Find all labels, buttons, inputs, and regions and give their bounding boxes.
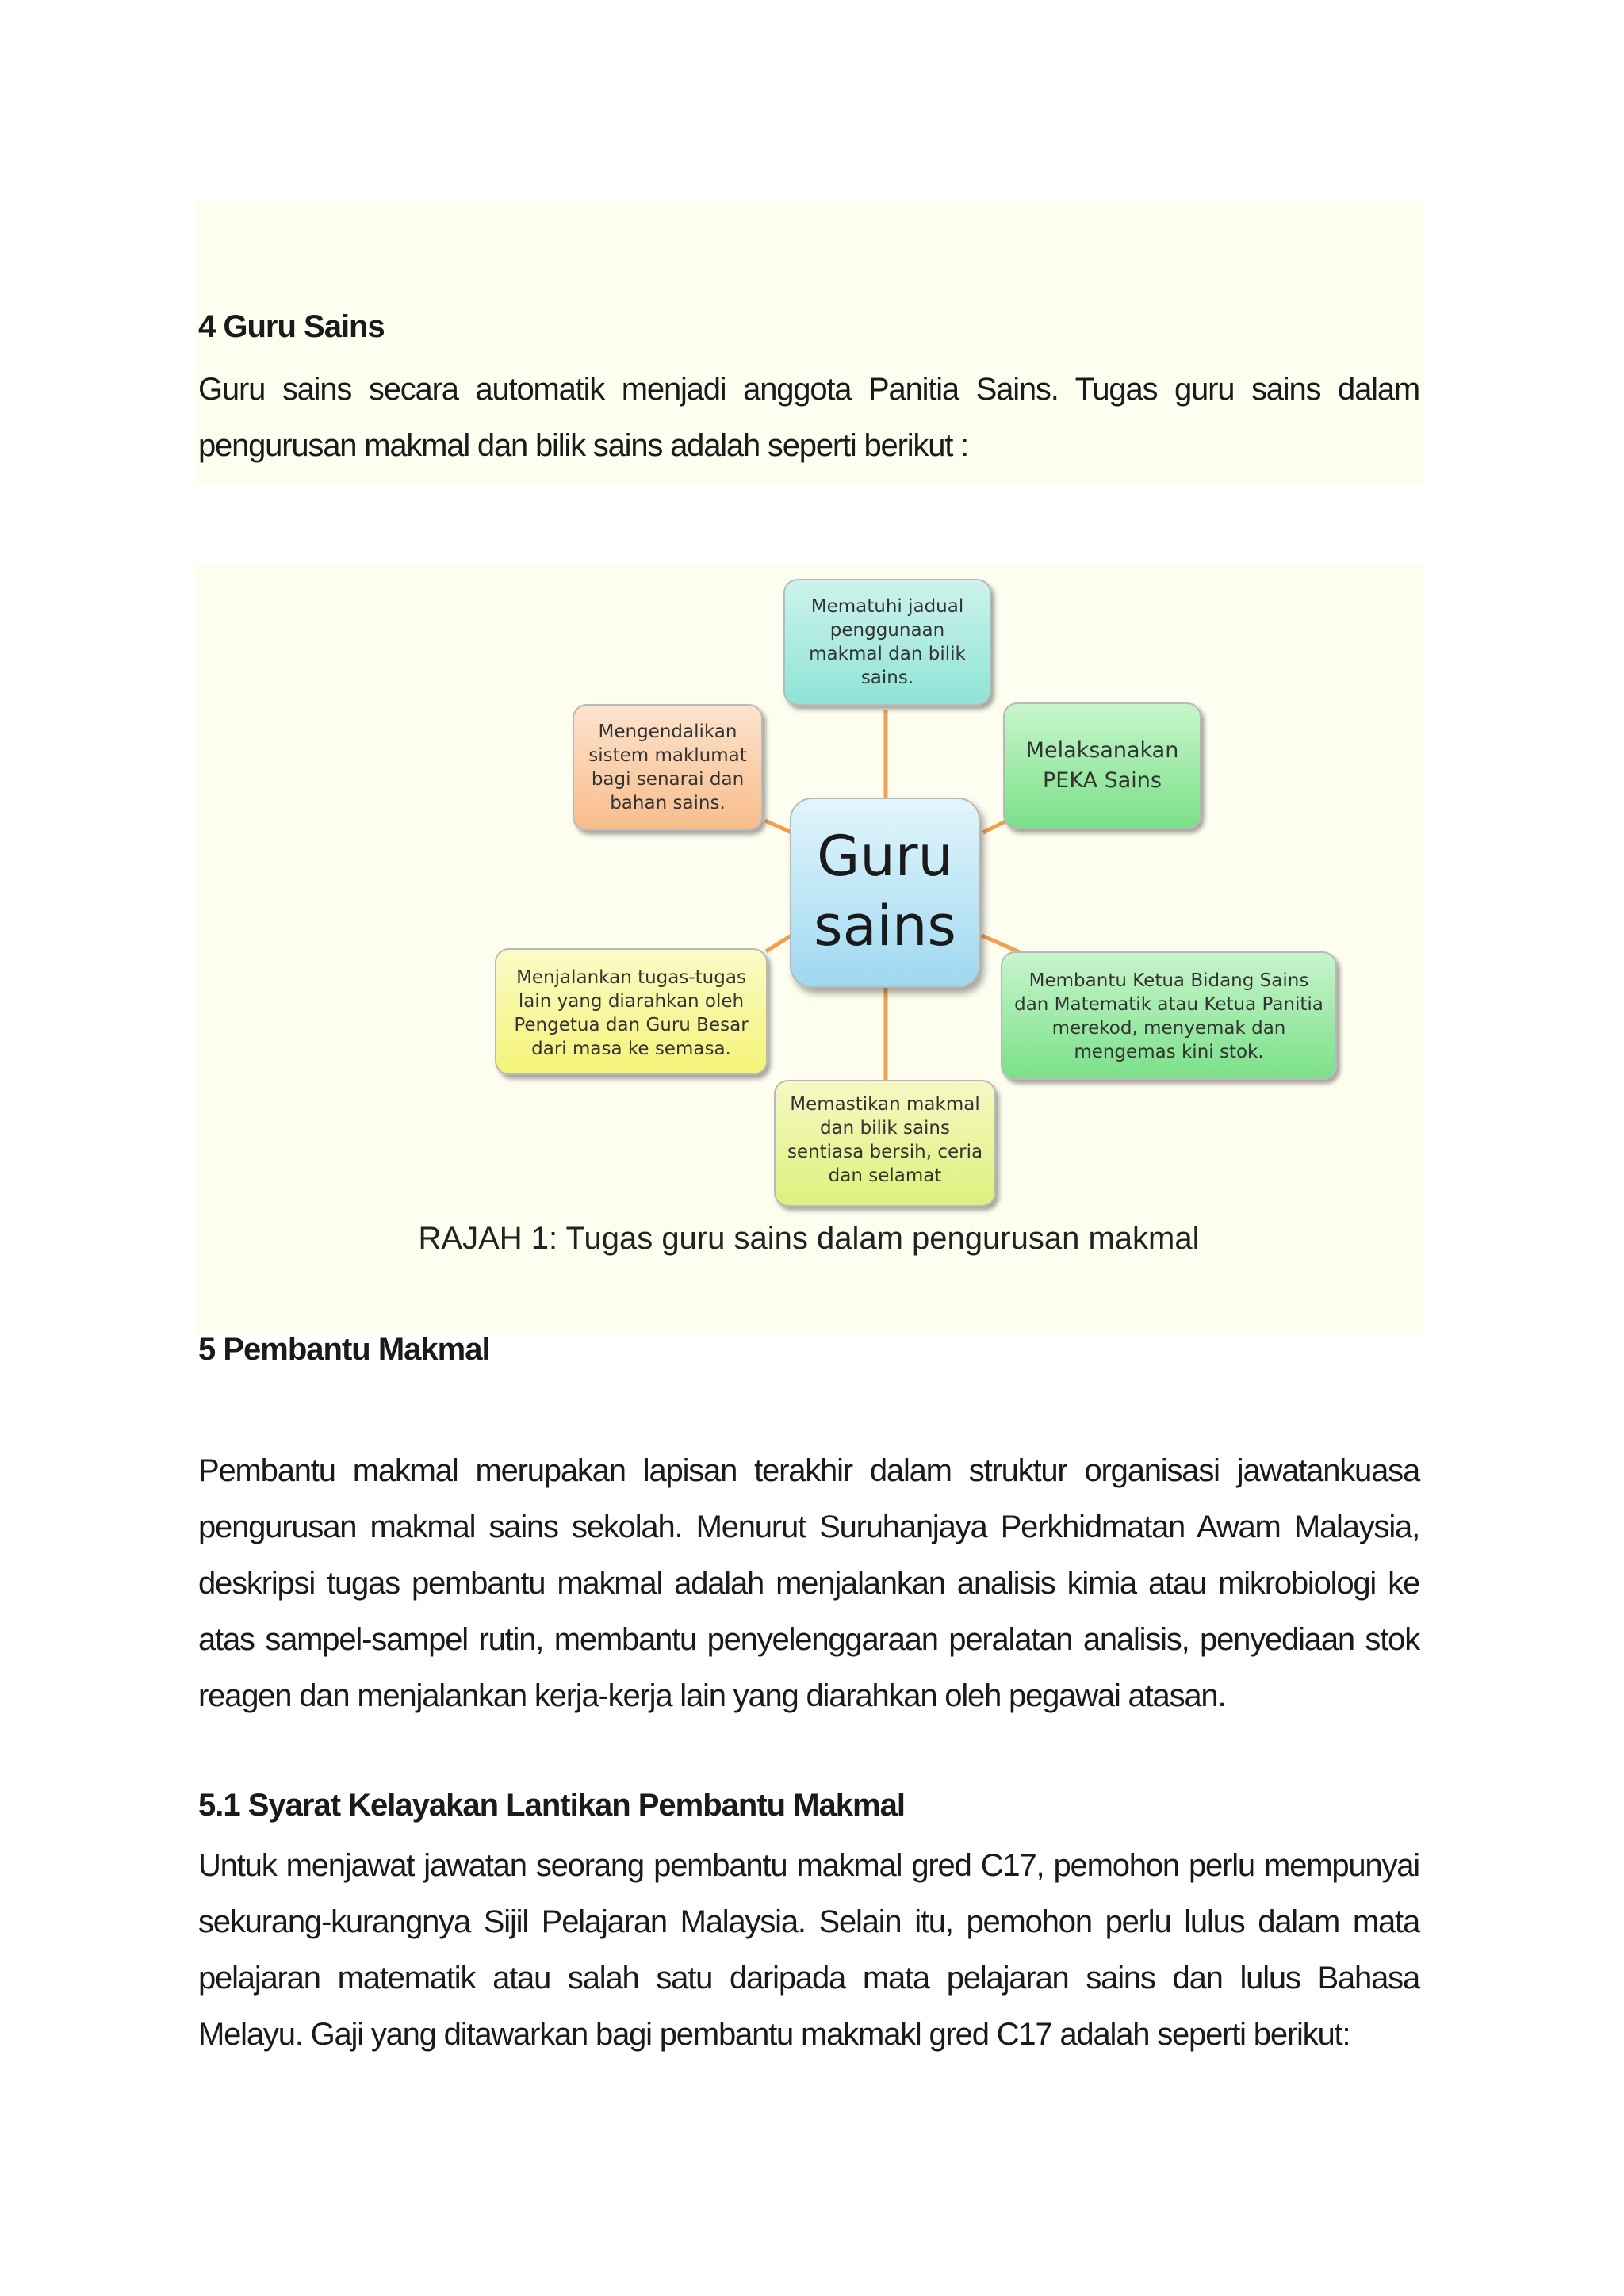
node-top-left-text: Mengendalikan sistem maklumat bagi senarai dan bahan sains. bbox=[588, 721, 747, 813]
node-right bbox=[1001, 951, 1337, 1080]
node-left bbox=[495, 948, 768, 1075]
node-center bbox=[790, 798, 980, 988]
node-top-left bbox=[573, 704, 763, 831]
node-top-right bbox=[1003, 702, 1201, 829]
connector-left bbox=[766, 936, 791, 951]
section5-paragraph: Pembantu makmal merupakan lapisan terakhir dalam struktur organisasi jawatankuasa pengurusan makmal sains sekolah. Menurut Suruhanjaya Perkhidmatan Awam Malaysia, deskripsi tugas pembantu makmal adalah menjalankan analisis kimia atau mikrobiologi ke atas sampel-sampel rutin, membantu penyelenggaraan peralatan analisis, penyediaan stok reagen dan menjalankan kerja-kerja lain yang diarahkan oleh pegawai atasan. bbox=[198, 1453, 1419, 1713]
diagram-caption: RAJAH 1: Tugas guru sains dalam pengurusan makmal bbox=[418, 1221, 1200, 1256]
node-bottom-text: Memastikan makmal dan bilik sains sentiasa bersih, ceria dan selamat bbox=[787, 1094, 983, 1186]
center-line1: Guru bbox=[817, 824, 953, 889]
node-right-text: Membantu Ketua Bidang Sains dan Matematik atau Ketua Panitia merekod, menyemak dan mengemas kini stok. bbox=[1014, 970, 1323, 1062]
section4-heading: 4 Guru Sains bbox=[198, 309, 385, 344]
node-top-right-text: Melaksanakan PEKA Sains bbox=[1025, 738, 1179, 793]
connector-top-left bbox=[765, 821, 791, 832]
node-top-text: Mematuhi jadual penggunaan makmal dan bilik sains. bbox=[809, 596, 966, 688]
section5-1-paragraph: Untuk menjawat jawatan seorang pembantu makmal gred C17, pemohon perlu mempunyai sekurang-kurangnya Sijil Pelajaran Malaysia. Selain itu, pemohon perlu lulus dalam mata pelajaran matematik atau salah satu daripada mata pelajaran sains dan lulus Bahasa Melayu. Gaji yang ditawarkan bagi pembantu makmakl gred C17 adalah seperti berikut: bbox=[198, 1848, 1419, 2052]
section5-heading: 5 Pembantu Makmal bbox=[198, 1332, 490, 1367]
section4-paragraph: Guru sains secara automatik menjadi anggota Panitia Sains. Tugas guru sains dalam pengurusan makmal dan bilik sains adalah seperti berikut : bbox=[198, 372, 1419, 463]
section5-1-heading: 5.1 Syarat Kelayakan Lantikan Pembantu Makmal bbox=[198, 1788, 905, 1823]
node-bottom bbox=[774, 1080, 996, 1207]
node-left-text: Menjalankan tugas-tugas lain yang diarahkan oleh Pengetua dan Guru Besar dari masa ke semasa. bbox=[514, 967, 749, 1059]
center-line2: sains bbox=[814, 894, 956, 959]
connector-top-right bbox=[983, 821, 1007, 832]
node-top bbox=[783, 579, 991, 706]
